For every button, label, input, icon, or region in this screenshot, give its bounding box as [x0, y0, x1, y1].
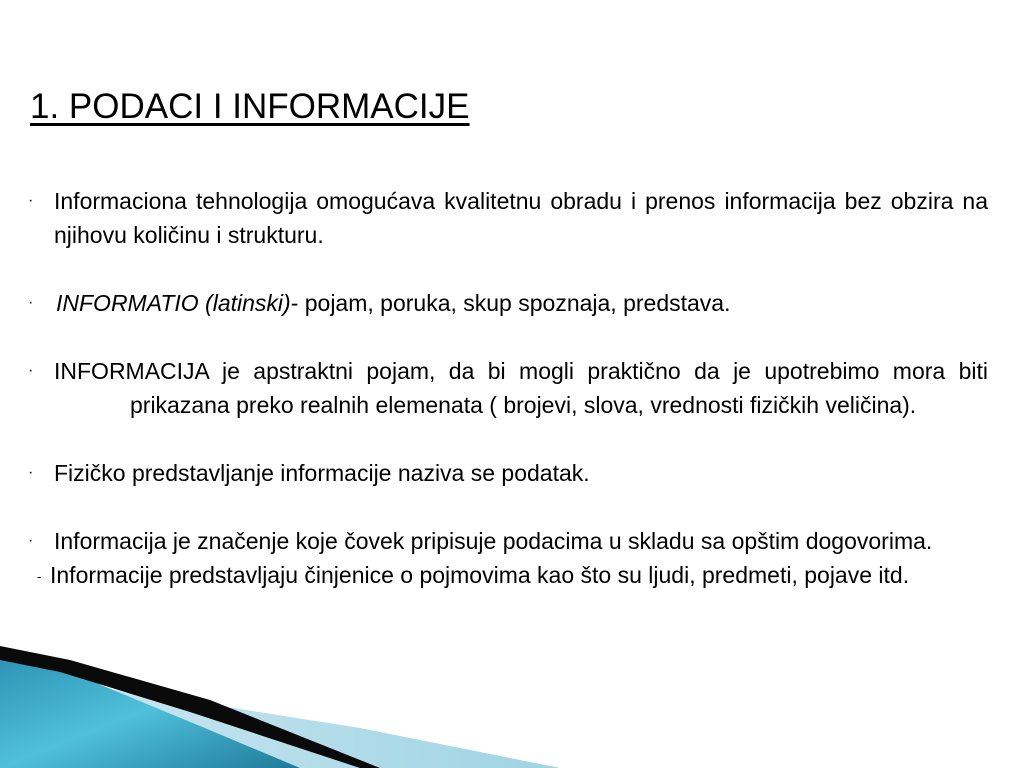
paragraph-text: Informacija je značenje koje čovek pripisuje podacima u skladu sa opštim dogovorima. — [54, 528, 933, 554]
slide-body — [28, 184, 988, 592]
teal-swoosh — [0, 648, 300, 768]
paragraph-it — [28, 184, 988, 252]
bullet-icon: · — [28, 294, 34, 311]
bullet-icon: · — [28, 464, 34, 481]
paragraph-text: INFORMACIJA je apstraktni pojam, da bi mogli praktično da je upotrebimo mora biti prikazana preko realnih elemenata ( brojevi, slova, vrednosti fizičkih veličina). — [54, 358, 988, 418]
latin-term: INFORMATIO (latinski) — [56, 290, 291, 316]
slide-title: 1. PODACI I INFORMACIJE — [30, 87, 470, 126]
latin-definition: - pojam, poruka, skup spoznaja, predstava. — [290, 290, 731, 316]
bullet-icon: · — [28, 362, 34, 379]
paragraph-text: Informacije predstavljaju činjenice o pojmovima kao što su ljudi, predmeti, pojave itd. — [50, 562, 910, 588]
paragraph-cinjenice — [28, 558, 988, 592]
paragraph-text: Fizičko predstavljanje informacije naziva se podatak. — [54, 460, 590, 486]
bullet-icon: · — [28, 532, 34, 549]
paragraph-informatio — [28, 286, 988, 320]
dash-icon: - — [37, 569, 42, 584]
paragraph-text: Informaciona tehnologija omogućava kvalitetnu obradu i prenos informacija bez obzira na njihovu količinu i strukturu. — [54, 188, 988, 248]
light-swoosh — [0, 690, 560, 768]
dark-swoosh — [0, 646, 380, 768]
paragraph-znacenje — [28, 524, 988, 558]
bullet-icon: · — [28, 192, 34, 209]
paragraph-informacija — [28, 354, 988, 422]
paragraph-podatak — [28, 456, 988, 490]
